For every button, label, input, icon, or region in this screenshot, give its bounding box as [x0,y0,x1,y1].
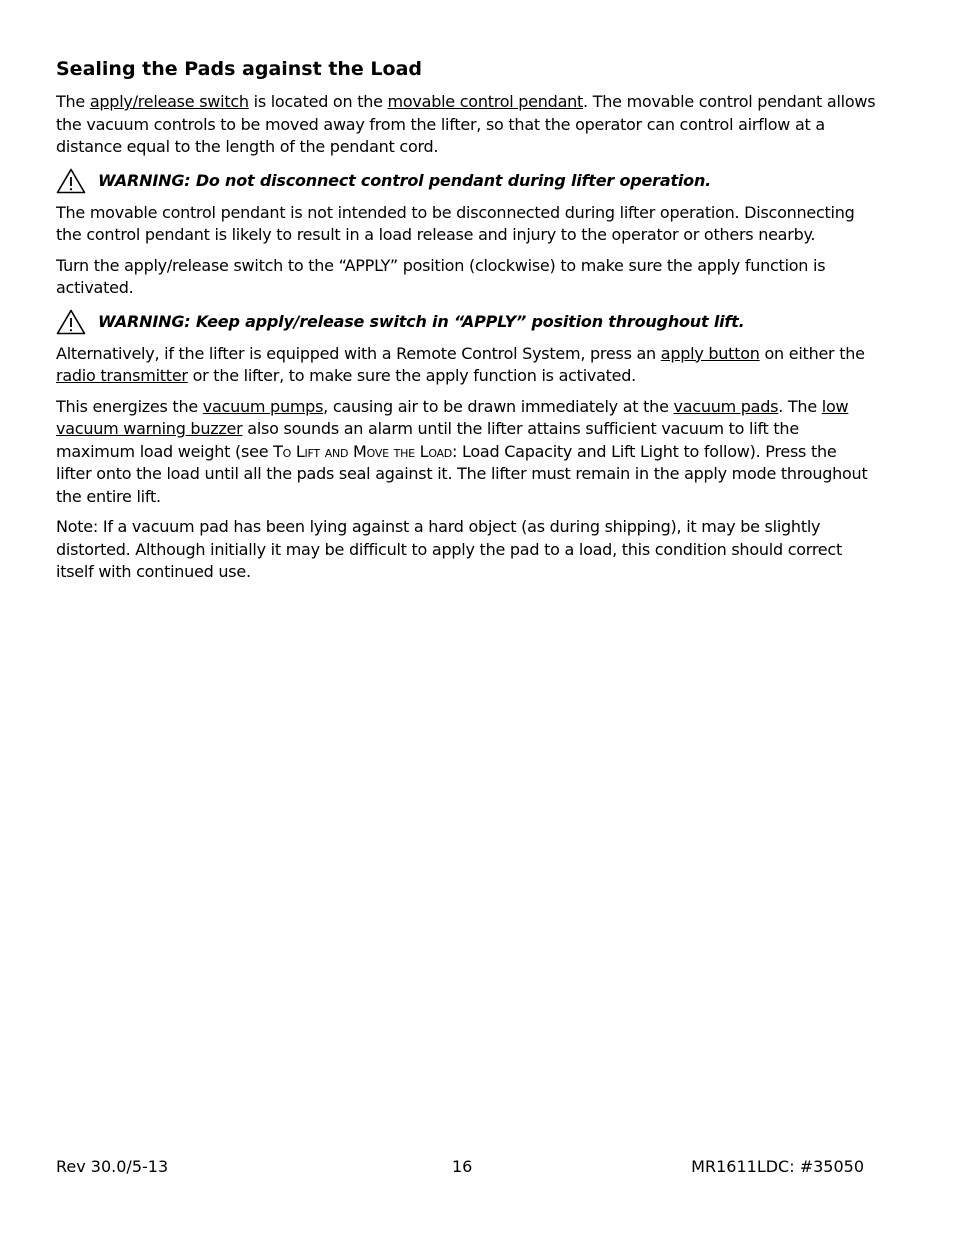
text-run: also sounds an alarm until the lifter attains sufficient vacuum to lift the maximum load weight (see [56,419,799,461]
text-run: on either the [759,343,865,363]
term-apply-release-switch: apply/release switch [89,92,249,111]
warning-callout-apply-position [56,308,876,336]
paragraph-remote-control [56,343,876,388]
warning-text: WARNING: Keep apply/release switch in “APPLY” position throughout lift. [98,312,745,331]
term-vacuum-pads: vacuum pads [673,396,779,416]
paragraph-energizes [56,396,876,509]
text-run: This energizes the [56,396,203,416]
text-run: Alternatively, if the lifter is equipped with a Remote Control System, press an [56,343,661,363]
footer-revision: Rev 30.0/5-13 [56,1157,169,1176]
text-run: is located on the [248,92,388,111]
section-reference: To Lift and Move the Load [273,441,453,461]
footer-page-number: 16 [452,1157,473,1176]
page-footer [56,1156,864,1180]
text-run: , causing air to be drawn immediately at the [323,396,674,416]
term-radio-transmitter: radio transmitter [56,366,188,385]
section-title: Sealing the Pads against the Load [56,58,423,80]
text-run: or the lifter, to make sure the apply function is activated. [187,366,637,385]
term-vacuum-pumps: vacuum pumps [202,396,324,416]
footer-document-id: MR1611LDC: #35050 [691,1157,864,1176]
paragraph-note: Note: If a vacuum pad has been lying against a hard object (as during shipping), it may be slightly distorted. Although initially it may be difficult to apply the pad to a load, this condition should correct itself with continued use. [56,517,842,581]
paragraph-turn-switch: Turn the apply/release switch to the “APPLY” position (clockwise) to make sure the apply function is activated. [56,255,826,297]
term-low-vacuum-warning-buzzer: low vacuum warning buzzer [56,396,849,438]
paragraph-pendant-location [56,91,876,159]
text-run: . The movable control pendant allows the vacuum controls to be moved away from the lifter, so that the operator can control airflow at a distance equal to the length of the pendant cord. [56,92,876,156]
text-run: : Load Capacity and Lift Light to follow). Press the lifter onto the load until all the pads seal against it. The lifter must remain in the apply mode throughout the entire lift. [56,441,868,506]
term-apply-button: apply button [660,343,760,363]
text-run: The [56,92,90,111]
warning-callout-pendant [56,167,876,195]
text-run: . The [778,396,822,416]
document-body [56,56,876,592]
warning-text: WARNING: Do not disconnect control pendant during lifter operation. [98,171,712,190]
warning-triangle-icon [56,168,86,194]
term-movable-control-pendant: movable control pendant [387,92,584,111]
paragraph-pendant-disconnect: The movable control pendant is not intended to be disconnected during lifter operation. Disconnecting the control pendant is likely to result in a load release and injury to the operator or others nearby. [56,202,855,244]
warning-triangle-icon [56,309,86,335]
